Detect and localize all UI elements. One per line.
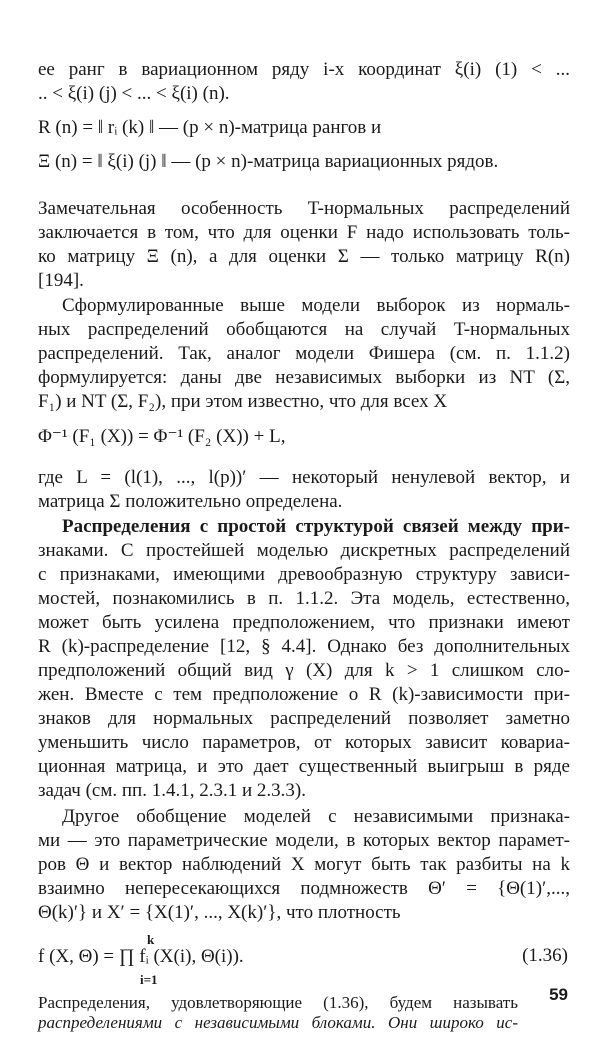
para4-line-8: жен. Вместе с тем предположение о R (k)-зависимости при- (38, 684, 570, 705)
equation-number: (1.36) (522, 945, 568, 966)
para2-line-4: формулируется: даны две независимых выборки из NT (Σ, (38, 367, 570, 388)
para4-line-10: уменьшить число параметров, от которых зависит ковариа- (38, 732, 570, 753)
formula-variation-matrix: Ξ (n) = ‖ ξ(i) (j) ‖ — (p × n)-матрица вариационных рядов. (38, 151, 499, 172)
para4-line-7: предположений общий вид γ (X) для k > 1 слишком сло- (38, 660, 570, 681)
text-line-top-1: ее ранг в вариационном ряду i-х координат ξ(i) (1) < ... (38, 59, 570, 80)
para2-line-2: ных распределений обобщаются на случай T-нормальных (38, 319, 570, 340)
para4-line-3: с признаками, имеющими древообразную структуру зависи- (38, 564, 570, 585)
para6-line-2: распределениями с независимыми блоками. Они широко ис- (38, 1013, 518, 1032)
formula-phi: Φ⁻¹ (F₁ (X)) = Φ⁻¹ (F₂ (X)) + L, (38, 426, 286, 447)
para2-line-3: распределений. Так, аналог модели Фишера (см. п. 1.1.2) (38, 343, 570, 364)
para3-line-1: где L = (l(1), ..., l(p))′ — некоторый ненулевой вектор, и (38, 467, 570, 488)
para4-line-12: задач (см. пп. 1.4.1, 2.3.1 и 2.3.3). (38, 780, 306, 801)
para5-line-2: ми — это параметрические модели, в которых вектор парамет- (38, 830, 570, 851)
formula-rank-matrix: R (n) = ‖ rᵢ (k) ‖ — (p × n)-матрица рангов и (38, 117, 382, 138)
para4-line-2: знаками. С простейшей моделью дискретных распределений (38, 540, 570, 561)
formula-prod-upper: k (147, 932, 155, 947)
para5-line-5: Θ(k)′} и X′ = {X(1)′, ..., X(k)′}, что плотность (38, 902, 401, 923)
para5-line-1: Другое обобщение моделей с независимыми признака- (62, 806, 570, 827)
para4-line-1: Распределения с простой структурой связей между при- (62, 516, 570, 537)
para4-line-5: может быть усилена предположением, что признаки имеют (38, 612, 570, 633)
para2-line-1: Сформулированные выше модели выборок из нормаль- (62, 295, 570, 316)
text-line-top-2: .. < ξ(i) (j) < ... < ξ(i) (n). (38, 83, 230, 104)
para5-line-4: взаимно непересекающихся подмножеств Θ′ = {Θ(1)′,..., (38, 878, 570, 899)
para4-line-9: знаков для нормальных распределений позволяет заметно (38, 708, 570, 729)
para1-line-1: Замечательная особенность T-нормальных распределений (38, 198, 570, 219)
para2-line-5: F₁) и NT (Σ, F₂), при этом известно, что для всех X (38, 391, 448, 412)
para4-line-11: ционная матрица, и это дает существенный выигрыш в ряде (38, 756, 570, 777)
para4-line-6: R (k)-распределение [12, § 4.4]. Однако без дополнительных (38, 636, 570, 657)
para1-line-2: заключается в том, что для оценки F надо использовать толь- (38, 222, 570, 243)
para3-line-2: матрица Σ положительно определена. (38, 491, 343, 512)
para1-line-4: [194]. (38, 270, 84, 291)
formula-prod-lower: i=1 (140, 972, 158, 987)
para1-line-3: ко матрицу Ξ (n), а для оценки Σ — только матрицу R(n) (38, 246, 570, 267)
para4-line-4: мостей, познакомились в п. 1.1.2. Эта модель, естественно, (38, 588, 570, 609)
formula-density: f (X, Θ) = ∏ fᵢ (X(i), Θ(i)). (38, 946, 244, 967)
page-number: 59 (549, 985, 568, 1004)
para5-line-3: ров Θ и вектор наблюдений X могут быть так разбиты на k (38, 854, 570, 875)
para6-line-1: Распределения, удовлетворяющие (1.36), будем называть (38, 993, 518, 1012)
